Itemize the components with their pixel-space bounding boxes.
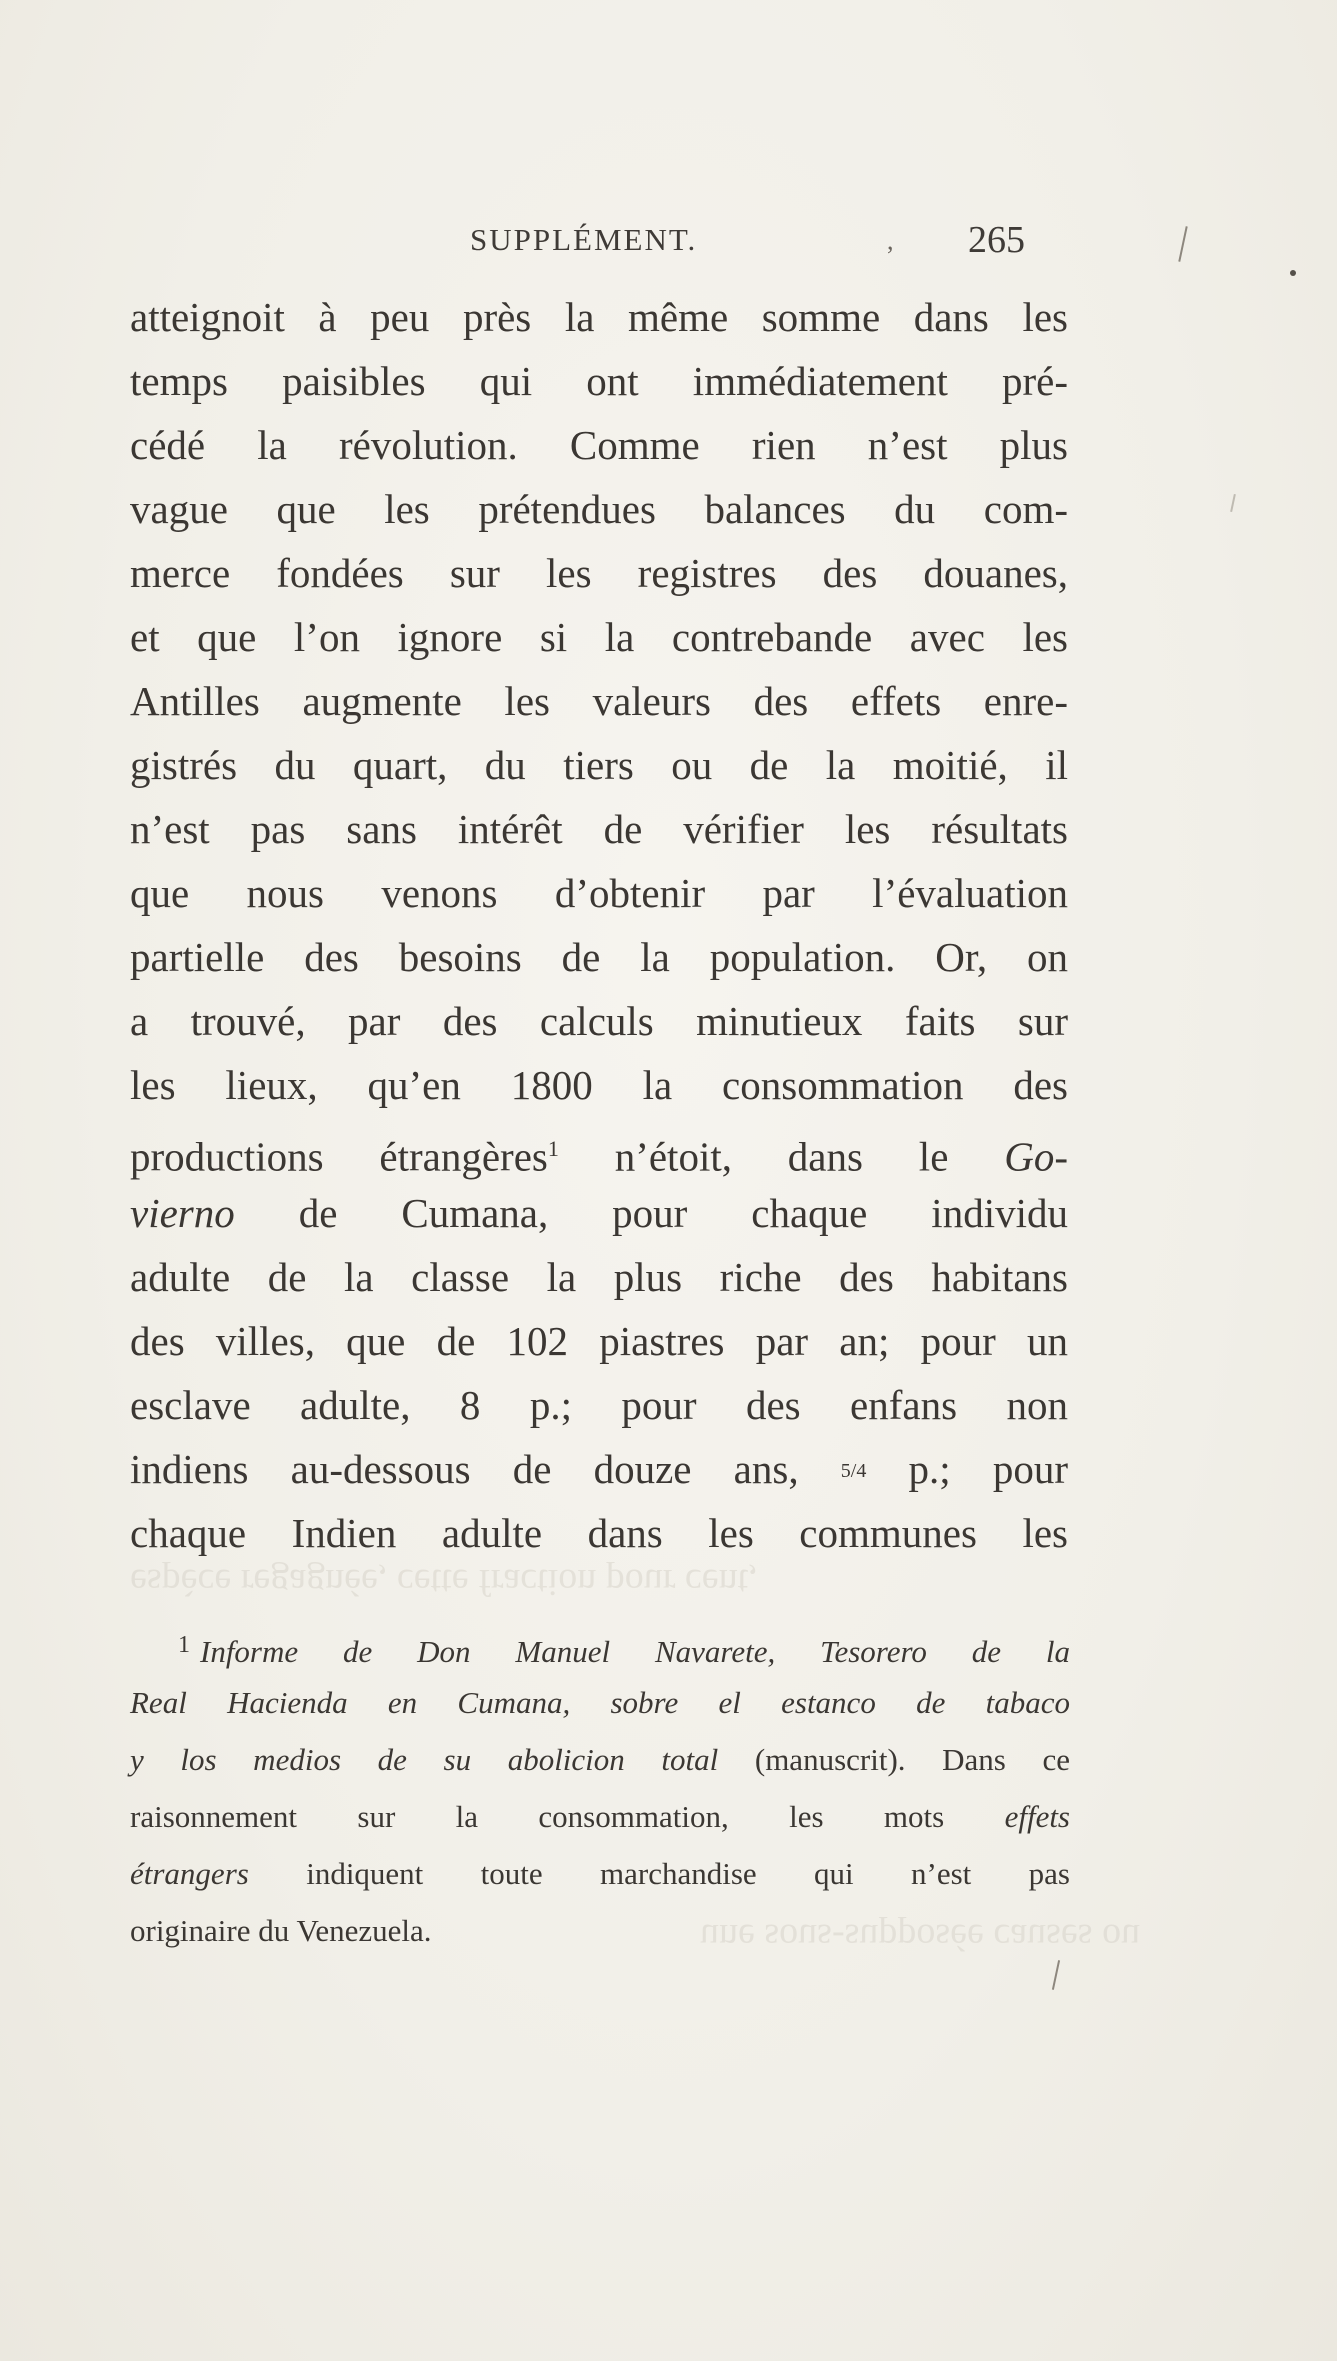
text-line-footnote-ref [130, 1117, 1068, 1181]
footnote-line [130, 1845, 1070, 1902]
body-text [130, 285, 1068, 1565]
text-span: n’étoit, dans le [558, 1133, 1005, 1180]
footnote-line [130, 1731, 1070, 1788]
text-line: les lieux, qu’en 1800 la consommation des [130, 1062, 1068, 1108]
text-line: partielle des besoins de la population. Or, on [130, 934, 1068, 980]
footnote-line: originaire du Venezuela. [130, 1913, 432, 1948]
text-line: cédé la révolution. Comme rien n’est plus [130, 422, 1068, 468]
italic-span: Real Hacienda en Cumana, sobre el estanco de tabaco [130, 1685, 1070, 1720]
footnote-line [130, 1788, 1070, 1845]
text-line: temps paisibles qui ont immédiatement pré- [130, 358, 1068, 404]
text-line: Antilles augmente les valeurs des effets enre- [130, 678, 1068, 724]
text-line: esclave adulte, 8 p.; pour des enfans non [130, 1382, 1068, 1428]
italic-span: Informe de Don Manuel Navarete, Tesorero de la [200, 1634, 1070, 1669]
footnote-mark: 1 [178, 1632, 190, 1658]
text-line: adulte de la classe la plus riche des habitans [130, 1254, 1068, 1300]
page-header [470, 219, 1070, 272]
footnote-ref-mark: 1 [547, 1136, 559, 1161]
page-number: 265 [968, 219, 1025, 261]
text-line: chaque Indien adulte dans les communes les [130, 1510, 1068, 1556]
text-span: indiquent toute marchandise qui n’est pas [248, 1856, 1070, 1891]
text-span: (manuscrit). Dans ce [718, 1742, 1070, 1777]
text-line: et que l’on ignore si la contrebande avec les [130, 614, 1068, 660]
ink-stroke [1052, 1960, 1060, 1990]
text-span: p.; pour [866, 1446, 1068, 1492]
italic-span: vierno [130, 1190, 235, 1236]
text-line: a trouvé, par des calculs minutieux faits sur [130, 998, 1068, 1044]
text-span: raisonnement sur la consommation, les mots [130, 1799, 1005, 1834]
fraction: 5/4 [840, 1460, 867, 1482]
ink-stroke [1230, 494, 1236, 512]
footnote-line [130, 1617, 1070, 1674]
italic-span: effets [1004, 1799, 1070, 1834]
text-line: merce fondées sur les registres des douanes, [130, 550, 1068, 596]
show-through-text: une sous-supposée causes ou [700, 1916, 1141, 1958]
running-head: SUPPLÉMENT. [470, 222, 698, 257]
text-span: productions étrangères [130, 1133, 548, 1180]
italic-span: étrangers [130, 1856, 249, 1891]
footnote-line [130, 1674, 1070, 1731]
text-line: atteignoit à peu près la même somme dans les [130, 294, 1068, 340]
text-line: gistrés du quart, du tiers ou de la moitié, il [130, 742, 1068, 788]
text-line [130, 1437, 1068, 1501]
italic-span: Go- [1004, 1133, 1068, 1180]
text-span: indiens au-dessous de douze ans, [130, 1446, 841, 1492]
ink-stroke [1178, 226, 1187, 262]
text-line: que nous venons d’obtenir par l’évaluation [130, 870, 1068, 916]
show-through-text: espèce regagnée, cette fraction pour cent, [130, 1561, 758, 1603]
header-mark: , [887, 226, 894, 255]
italic-span: y los medios de su abolicion total [130, 1742, 719, 1777]
ink-speck [1290, 270, 1296, 276]
text-line: des villes, que de 102 piastres par an; pour un [130, 1318, 1068, 1364]
text-line: n’est pas sans intérêt de vérifier les résultats [130, 806, 1068, 852]
text-line [130, 1181, 1068, 1245]
text-line: vague que les prétendues balances du com- [130, 486, 1068, 532]
footnote [130, 1617, 1070, 1959]
text-span: de Cumana, pour chaque individu [234, 1190, 1068, 1236]
